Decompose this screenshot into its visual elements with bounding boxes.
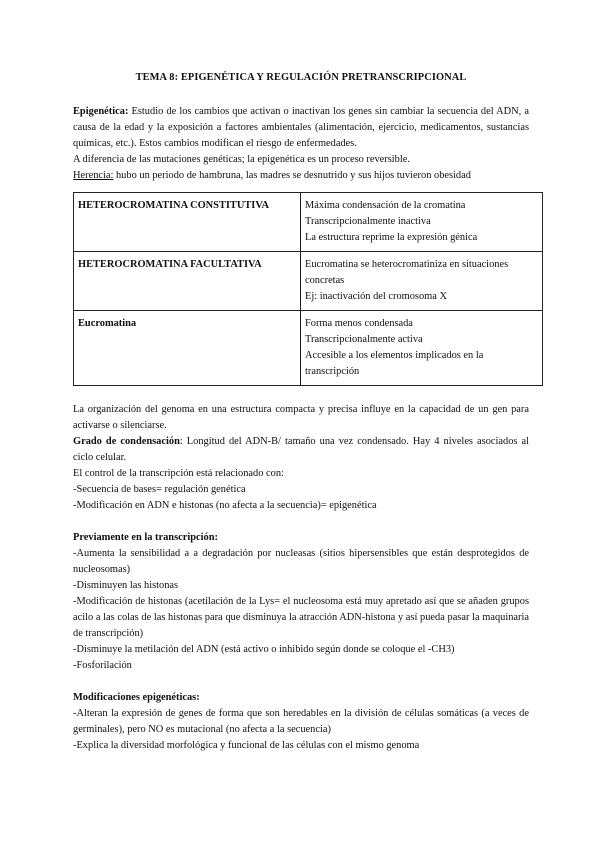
table-cell-description	[301, 311, 543, 386]
list-item: -Aumenta la sensibilidad a a degradación por nucleasas (sitios hipersensibles que están desprotegidos de nucleosomas)	[73, 548, 529, 575]
page-title: TEMA 8: EPIGENÉTICA Y REGULACIÓN PRETRANSCRIPCIONAL	[135, 72, 467, 83]
epigenetica-paragraph	[73, 104, 529, 152]
table-cell-line: Transcripcionalmente activa	[305, 334, 423, 345]
document-page	[73, 70, 529, 754]
table-cell-line: Ej: inactivación del cromosoma X	[305, 291, 447, 302]
list-item: -Alteran la expresión de genes de forma que son heredables en la división de células somáticas (a veces de germinales), pero NO es mutacional (no afecta a la secuencia)	[73, 708, 529, 735]
herencia-label: Herencia:	[73, 170, 114, 181]
table-cell-line: Transcripcionalmente inactiva	[305, 216, 431, 227]
list-item: -Fosforilación	[73, 660, 132, 671]
previamente-heading: Previamente en la transcripción:	[73, 532, 218, 543]
table-cell-description	[301, 193, 543, 252]
table-row	[74, 193, 543, 252]
list-item: -Modificación de histonas (acetilación de la Lys= el nucleosoma está muy apretado así que se añaden grupos acilo a las colas de las histonas para que disminuya la atracción ADN-histona y así pueda pasar la maquinaria de transcripción)	[73, 596, 529, 639]
control-line: El control de la transcripción está relacionado con:	[73, 468, 284, 479]
grado-label: Grado de condensación	[73, 436, 180, 447]
list-item: -Modificación en ADN e histonas (no afecta a la secuencia)= epigenética	[73, 500, 377, 511]
list-item: -Secuencia de bases= regulación genética	[73, 484, 246, 495]
table-cell-line: Forma menos condensada	[305, 318, 413, 329]
organizacion-paragraph: La organización del genoma en una estructura compacta y precisa influye en la capacidad de un gen para activarse o silenciarse.	[73, 404, 529, 431]
table-cell-line: Máxima condensación de la cromatina	[305, 200, 466, 211]
epigenetica-label: Epigenética:	[73, 106, 129, 117]
table-cell-type: HETEROCROMATINA CONSTITUTIVA	[74, 193, 301, 252]
list-item: -Disminuyen las histonas	[73, 580, 179, 591]
herencia-text: hubo un periodo de hambruna, las madres se desnutrido y sus hijos tuvieron obesidad	[113, 170, 471, 181]
table-cell-type: HETEROCROMATINA FACULTATIVA	[74, 252, 301, 311]
list-item: -Explica la diversidad morfológica y funcional de las células con el mismo genoma	[73, 740, 420, 751]
grado-text: : Longitud del ADN-B/ tamaño una vez condensado. Hay 4 niveles asociados al ciclo celular.	[73, 436, 529, 463]
epigenetica-text: Estudio de los cambios que activan o inactivan los genes sin cambiar la secuencia del ADN, a causa de la edad y la exposición a factores ambientales (alimentación, ejercicio, medicamentos, sustancias químicas, etc.). Estos cambios modifican el riesgo de enfermedades.	[73, 106, 529, 149]
table-cell-line: Eucromatina se heterocromatiniza en situaciones concretas	[305, 259, 509, 286]
spacer	[73, 674, 529, 690]
spacer	[73, 514, 529, 530]
table-cell-description	[301, 252, 543, 311]
table-cell-line: La estructura reprime la expresión génica	[305, 232, 478, 243]
reversible-line: A diferencia de las mutaciones genéticas; la epigenética es un proceso reversible.	[73, 154, 410, 165]
chromatin-table	[73, 192, 543, 386]
table-cell-line: Accesible a los elementos implicados en la transcripción	[305, 350, 484, 377]
herencia-line	[73, 168, 529, 184]
list-item: -Disminuye la metilación del ADN (está activo o inhibido según donde se coloque el -CH3)	[73, 644, 455, 655]
modificaciones-heading: Modificaciones epigenéticas:	[73, 692, 200, 703]
table-row	[74, 252, 543, 311]
table-row	[74, 311, 543, 386]
grado-paragraph	[73, 434, 529, 466]
table-cell-type: Eucromatina	[74, 311, 301, 386]
